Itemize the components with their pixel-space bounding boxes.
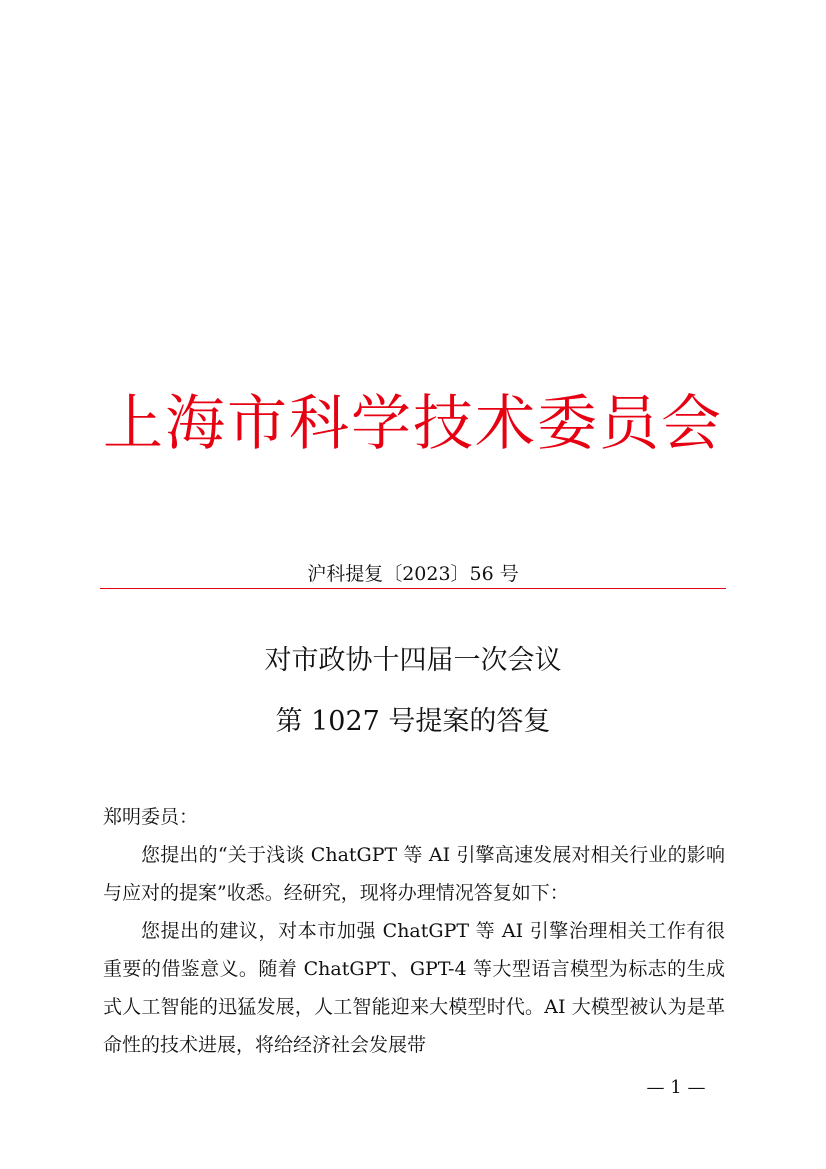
document-number: 沪科提复〔2023〕56 号 [307,563,519,585]
page-number: — 1 — [646,1077,706,1098]
red-divider-line [100,588,726,589]
body-paragraph-1: 您提出的“关于浅谈 ChatGPT 等 AI 引擎高速发展对相关行业的影响与应对的提案”收悉。经研究，现将办理情况答复如下： [103,844,725,904]
issuing-organization-masthead: 上海市科学技术委员会 [103,389,723,459]
salutation: 郑明委员： [103,806,199,828]
document-title-line-1: 对市政协十四届一次会议 [264,645,562,676]
body-paragraph-2: 您提出的建议，对本市加强 ChatGPT 等 AI 引擎治理相关工作有很重要的借鉴意义。随着 ChatGPT、GPT-4 等大型语言模型为标志的生成式人工智能的迅猛发展，人工智能迎来大模型时代。AI 大模型被认为是革命性的技术进展，将给经济社会发展带 [103,920,725,1056]
document-title-line-2: 第 1027 号提案的答复 [275,706,551,737]
